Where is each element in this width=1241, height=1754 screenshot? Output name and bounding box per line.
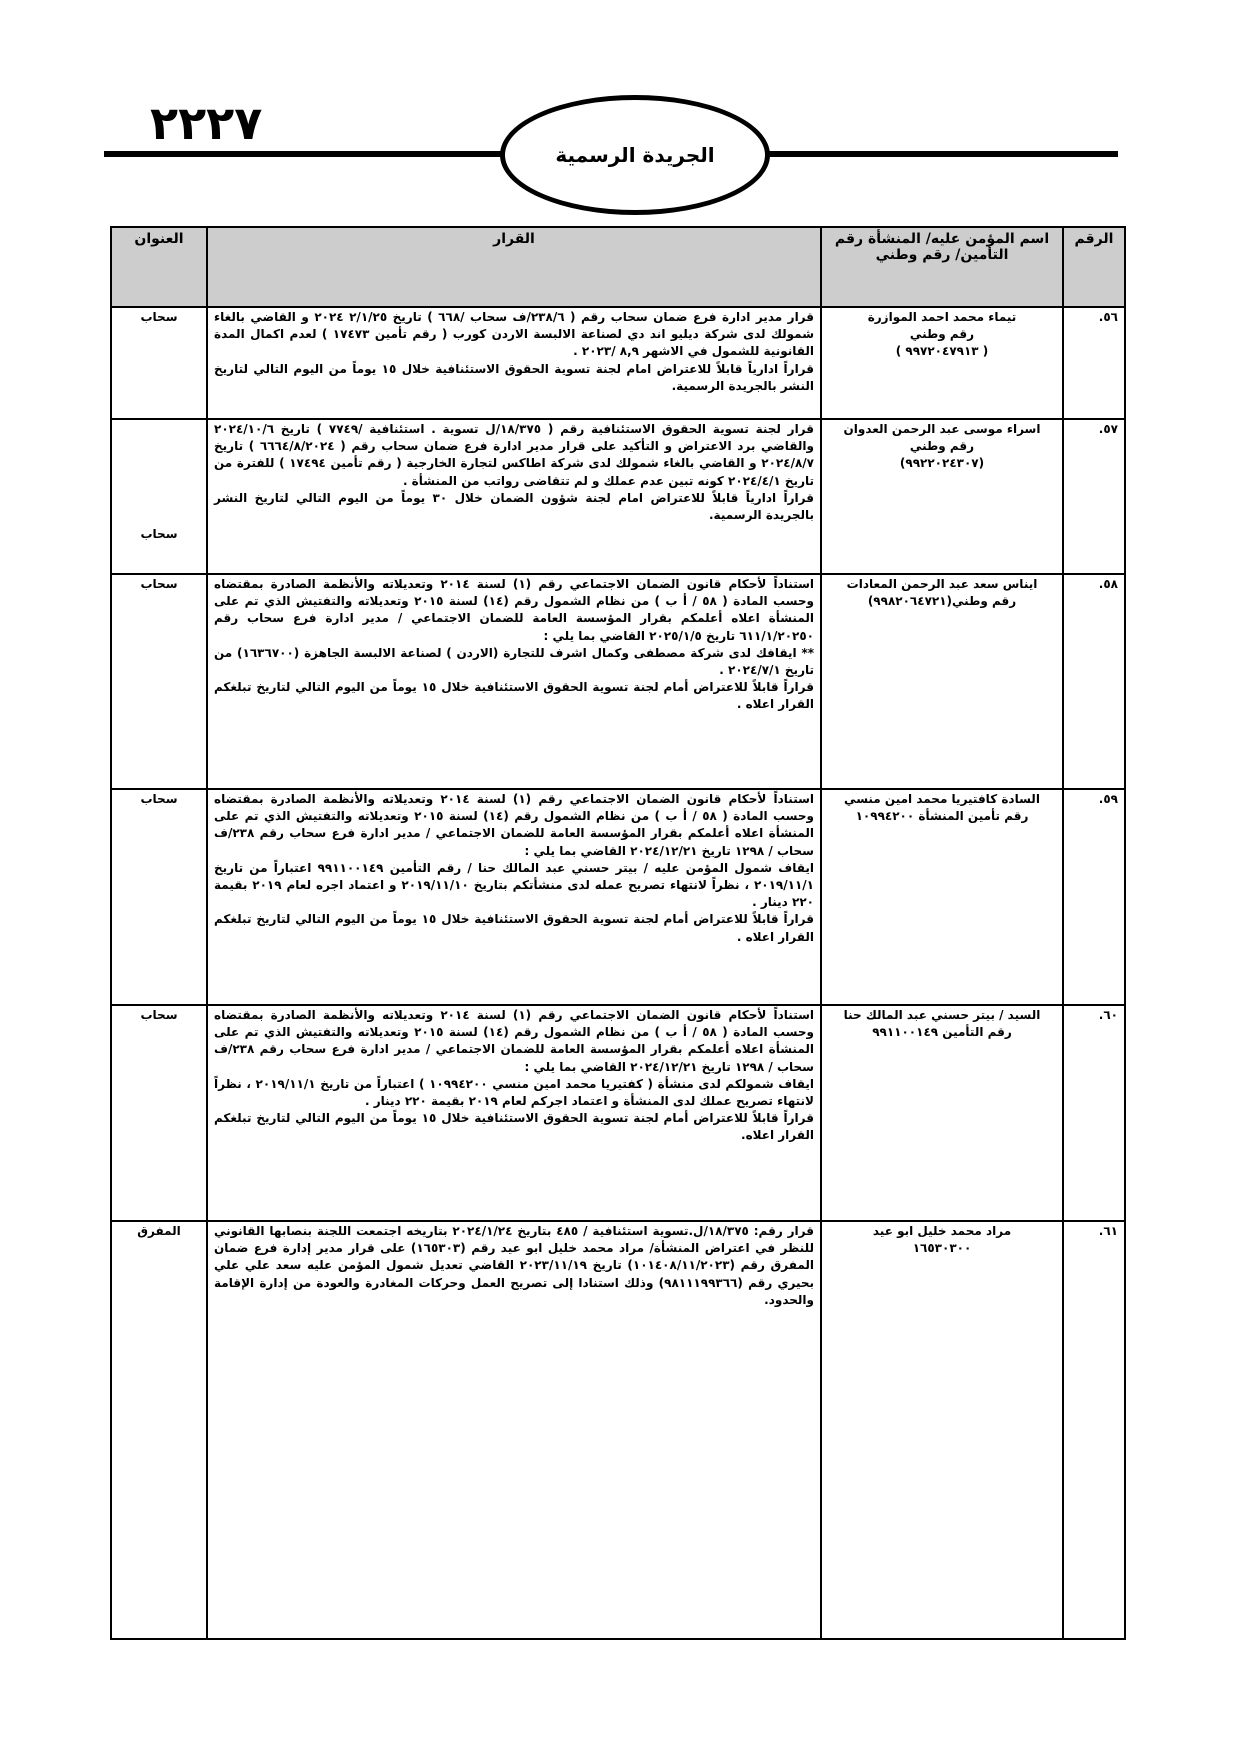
table-row — [111, 1221, 1125, 1639]
decision-paragraph: ** ايقافك لدى شركة مصطفى وكمال اشرف للتجارة (الاردن ) لصناعة الالبسة الجاهزة (١٦٣٦٧٠٠) من تاريخ ٢٠٢٤/٧/١ . — [214, 645, 814, 678]
gazette-title-oval — [500, 95, 770, 215]
decision-text — [207, 307, 821, 419]
row-number: ٥٦. — [1063, 307, 1125, 419]
decision-paragraph: استناداً لأحكام قانون الضمان الاجتماعي رقم (١) لسنة ٢٠١٤ وتعديلاته والأنظمة الصادرة بمقتضاه وحسب المادة ( ٥٨ / أ ب ) من نظام الشمول رقم (١٤) لسنة ٢٠١٥ وتعديلاته والتفتيش الذي تم على المنشأة اعلاه أعلمكم بقرار المؤسسة العامة للضمان الاجتماعي / مدير ادارة فرع سحاب رقم ٦١١/١/٢٠٢٥٠ تاريخ ٢٠٢٥/١/٥ القاضي بما يلي : — [214, 577, 815, 643]
decision-paragraph: ايقاف شمول المؤمن عليه / بيتر حسني عبد المالك حنا / رقم التأمين ٩٩١١٠٠١٤٩ اعتباراً من تاريخ ٢٠١٩/١١/١ ، نظراً لانتهاء تصريح عمله لدى منشأتكم بتاريخ ٢٠١٩/١١/١٠ و اعتماد اجره لعام ٢٠١٩ بقيمة ٢٢٠ دينار . — [214, 860, 814, 910]
address: سحاب — [111, 419, 207, 574]
decision-paragraph: قرار لجنة تسوية الحقوق الاستئنافية رقم ( ١٨/٣٧٥/ل تسوية . استئنافية /٧٧٤٩ ) تاريخ ٢٠٢٤/١٠/٦ والقاضي برد الاعتراض و التأكيد على قرار مدير ادارة فرع ضمان سحاب رقم ( ٦٦٦٤/٨/٢٠٢٤ ) تاريخ ٢٠٢٤/٨/٧ و القاضي بالغاء شمولك لدى شركة اطاكس لتجارة الخارجية ( رقم تأمين ١٧٤٩٤ ) للفترة من تاريخ ٢٠٢٤/٤/١ كونه تبين عدم عملك و لم تتقاضى رواتب من المنشأة . — [214, 422, 815, 488]
insured-name: السادة كافتيريا محمد امين منسي رقم تأمين المنشأة ١٠٩٩٤٢٠٠ — [821, 789, 1063, 1005]
address: المفرق — [111, 1221, 207, 1639]
decision-text — [207, 574, 821, 789]
table-header-row — [111, 227, 1125, 307]
row-number: ٦١. — [1063, 1221, 1125, 1639]
row-number: ٥٧. — [1063, 419, 1125, 574]
decision-paragraph: قراراً ادارياً قابلاً للاعتراض امام لجنة تسوية الحقوق الاستئنافية خلال ١٥ يوماً من اليوم التالي لتاريخ النشر بالجريدة الرسمية. — [214, 361, 815, 393]
address: سحاب — [111, 307, 207, 419]
decision-text — [207, 419, 821, 574]
decision-paragraph: قراراً قابلاً للاعتراض أمام لجنة تسوية الحقوق الاستئنافية خلال ١٥ يوماً من اليوم التالي لتاريخ تبلغكم القرار اعلاه . — [214, 912, 814, 944]
gazette-title: الجريدة الرسمية — [555, 143, 715, 167]
table-row — [111, 307, 1125, 419]
decision-paragraph: قرار مدير ادارة فرع ضمان سحاب رقم ( ٢٣٨/٦/ف سحاب /٦٦٨ ) تاريخ ٢/١/٢٥ ٢٠٢٤ و القاضي بالغاء شمولك لدى شركة ديليو اند دي لصناعة الالبسة الاردن كورب ( رقم تأمين ١٧٤٧٣ ) لعدم اكمال المدة القانونية للشمول في الاشهر ٨,٩ /٢٠٢٣ . — [214, 310, 814, 359]
insured-name: ايناس سعد عبد الرحمن المعادات رقم وطني(٩٩٨٢٠٦٤٧٢١) — [821, 574, 1063, 789]
insured-name: السيد / بيتر حسني عبد المالك حنا رقم التأمين ٩٩١١٠٠١٤٩ — [821, 1005, 1063, 1221]
table-row — [111, 574, 1125, 789]
address: سحاب — [111, 1005, 207, 1221]
decision-paragraph: قرار رقم: ١٨/٣٧٥/ل.تسوية استئنافية / ٤٨٥ بتاريخ ٢٠٢٤/١/٢٤ بتاريخه اجتمعت اللجنة بنصابها القانوني للنظر في اعتراض المنشأة/ مراد محمد خليل ابو عيد رقم (١٦٥٣٠٣) على قرار مدير إدارة فرع ضمان المفرق رقم (١٠١٤٠٨/١١/٢٠٢٣) تاريخ ٢٠٢٣/١١/١٩ القاضي تعديل شمول المؤمن عليه سعد علي علي بحيري رقم (٩٨١١١٩٩٣٦٦) وذلك استنادا إلى تصريح العمل وحركات المغادرة والعودة من إدارة الإقامة والحدود. — [214, 1224, 814, 1307]
row-number: ٥٨. — [1063, 574, 1125, 789]
insured-name: مراد محمد خليل ابو عيد ١٦٥٣٠٣٠٠ — [821, 1221, 1063, 1639]
decision-paragraph: استناداً لأحكام قانون الضمان الاجتماعي رقم (١) لسنة ٢٠١٤ وتعديلاته والأنظمة الصادرة بمقتضاه وحسب المادة ( ٥٨ / أ ب ) من نظام الشمول رقم (١٤) لسنة ٢٠١٥ وتعديلاته والتفتيش الذي تم على المنشأة اعلاه أعلمكم بقرار المؤسسة العامة للضمان الاجتماعي / مدير ادارة فرع سحاب رقم ٢٣٨/ف سحاب / ١٢٩٨ تاريخ ٢٠٢٤/١٢/٢١ القاضي بما يلي : — [214, 792, 815, 858]
row-number: ٥٩. — [1063, 789, 1125, 1005]
row-number: ٦٠. — [1063, 1005, 1125, 1221]
column-header-number: الرقم — [1063, 227, 1125, 307]
insured-name: اسراء موسى عبد الرحمن العدوان رقم وطني (٩٩٢٢٠٢٤٣٠٧) — [821, 419, 1063, 574]
address: سحاب — [111, 789, 207, 1005]
decision-paragraph: قراراً ادارياً قابلاً للاعتراض امام لجنة شؤون الضمان خلال ٣٠ يوماً من اليوم التالي لتاريخ النشر بالجريدة الرسمية. — [214, 490, 814, 523]
decision-paragraph: ايقاف شمولكم لدى منشأة ( كفتيريا محمد امين منسي ١٠٩٩٤٢٠٠ ) اعتباراً من تاريخ ٢٠١٩/١١/١ ، نظراً لانتهاء تصريح عملك لدى المنشأة و اعتماد اجركم لعام ٢٠١٩ بقيمة ٢٢٠ دينار . — [214, 1076, 814, 1109]
table-row — [111, 419, 1125, 574]
decisions-table — [110, 226, 1126, 1640]
decision-paragraph: قراراً قابلاً للاعتراض أمام لجنة تسوية الحقوق الاستئنافية خلال ١٥ يوماً من اليوم التالي لتاريخ تبلغكم القرار اعلاه . — [214, 680, 814, 712]
address: سحاب — [111, 574, 207, 789]
insured-name: تيماء محمد احمد الموازرة رقم وطني ( ٩٩٧٢٠٤٧٩١٣ ) — [821, 307, 1063, 419]
page-number: ٢٢٢٧ — [150, 96, 263, 150]
decision-text — [207, 1221, 821, 1639]
column-header-address: العنوان — [111, 227, 207, 307]
column-header-name: اسم المؤمن عليه/ المنشأة رقم التأمين/ رقم وطني — [821, 227, 1063, 307]
decision-text — [207, 789, 821, 1005]
column-header-decision: القرار — [207, 227, 821, 307]
table-row — [111, 789, 1125, 1005]
decision-paragraph: استناداً لأحكام قانون الضمان الاجتماعي رقم (١) لسنة ٢٠١٤ وتعديلاته والأنظمة الصادرة بمقتضاه وحسب المادة ( ٥٨ / أ ب ) من نظام الشمول رقم (١٤) لسنة ٢٠١٥ وتعديلاته والتفتيش الذي تم على المنشأة اعلاه أعلمكم بقرار المؤسسة العامة للضمان الاجتماعي / مدير ادارة فرع سحاب رقم ٢٣٨/ف سحاب / ١٢٩٨ تاريخ ٢٠٢٤/١٢/٢١ القاضي بما يلي : — [214, 1008, 815, 1074]
decision-paragraph: قراراً قابلاً للاعتراض أمام لجنة تسوية الحقوق الاستئنافية خلال ١٥ يوماً من اليوم التالي لتاريخ تبلغكم القرار اعلاه. — [214, 1111, 814, 1143]
table-row — [111, 1005, 1125, 1221]
decision-text — [207, 1005, 821, 1221]
